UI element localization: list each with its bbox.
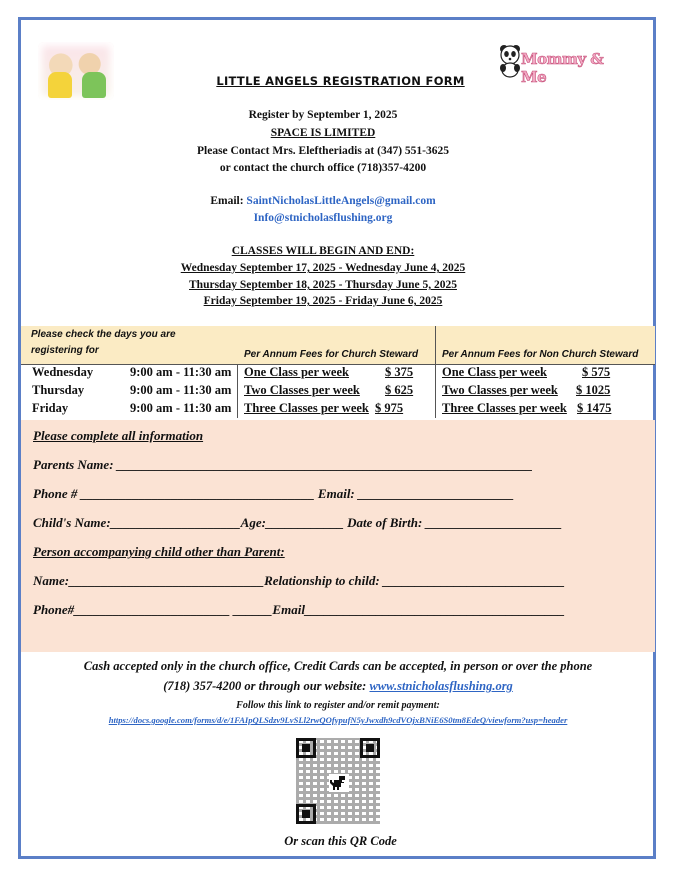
time-cell: 9:00 am - 11:30 am [130,401,232,415]
email-link-2[interactable]: Info@stnicholasflushing.org [253,212,393,224]
days-header-1: Please check the days you are [31,329,176,340]
accompany-phone-email-field[interactable]: Phone#________________________ ______Email________________________________________ [33,602,565,617]
steward-price-cell: $ 975 [375,401,404,415]
non-steward-cell: Two Classes per week [442,383,558,397]
email-link-1[interactable]: SaintNicholasLittleAngels@gmail.com [246,195,436,207]
steward-cell: Two Classes per week [244,383,360,397]
follow-link-text: Follow this link to register and/or remit payment: [236,700,440,711]
classes-heading: CLASSES WILL BEGIN AND END: [231,245,415,257]
payment-text-1: Cash accepted only in the church office, Credit Cards can be accepted, in person or over the phone [83,659,593,673]
non-steward-price-cell: $ 1025 [576,383,611,397]
accompany-name-field[interactable]: Name:______________________________Relationship to child: ____________________________ [33,573,565,588]
steward-price-cell: $ 375 [385,365,414,379]
table-row [21,364,655,382]
parents-name-field[interactable]: Parents Name: ________________________________________________________________ [33,457,533,472]
payment-text-2 [21,679,655,694]
contact-line-1: Please Contact Mrs. Eleftheriadis at (347) 551-3625 [197,145,449,157]
class-dates-thursday: Thursday September 18, 2025 - Thursday June 5, 2025 [189,279,457,291]
registration-info-form [21,420,655,652]
day-cell: Friday [32,401,69,415]
non-steward-cell: Three Classes per week [442,401,567,415]
dinosaur-icon [329,774,349,792]
website-link[interactable]: www.stnicholasflushing.org [369,679,513,693]
day-cell: Wednesday [32,365,94,379]
steward-fee-header: Per Annum Fees for Church Steward [244,349,419,360]
time-cell: 9:00 am - 11:30 am [130,383,232,397]
non-steward-fee-header: Per Annum Fees for Non Church Steward [442,349,639,360]
table-row [21,400,655,418]
non-steward-cell: One Class per week [442,365,547,379]
steward-cell: Three Classes per week [244,401,369,415]
time-cell: 9:00 am - 11:30 am [130,365,232,379]
payment-phone: (718) 357-4200 or through our website: [163,679,367,693]
form-title: LITTLE ANGELS REGISTRATION FORM [216,74,465,88]
class-dates-friday: Friday September 19, 2025 - Friday June 6, 2025 [203,295,443,307]
space-limited: SPACE IS LIMITED [270,127,376,139]
email-label: Email: [210,195,244,207]
children-photo [38,42,114,100]
steward-cell: One Class per week [244,365,349,379]
register-by: Register by September 1, 2025 [248,109,398,121]
qr-code[interactable] [296,738,380,824]
google-form-link[interactable]: https://docs.google.com/forms/d/e/1FAIpQLSdzv9LvSLl2rwQOfypufN5yJwxdh9cdVOjxBNiE6S0tm8EdeQ/viewform?usp=header [108,715,568,725]
days-header-2: registering for [31,345,99,356]
non-steward-price-cell: $ 575 [582,365,611,379]
table-row [21,382,655,400]
day-cell: Thursday [32,383,85,397]
email-line [0,193,646,210]
logo-text: Mommy & Me [521,50,604,86]
phone-email-field[interactable]: Phone # ____________________________________ Email: ________________________ [33,486,515,501]
steward-price-cell: $ 625 [385,383,414,397]
child-details-field[interactable]: Child's Name:____________________Age:____________ Date of Birth: _____________________ [33,515,563,530]
accompanying-person-heading: Person accompanying child other than Parent: [33,544,285,559]
class-dates-wednesday: Wednesday September 17, 2025 - Wednesday June 4, 2025 [180,262,466,274]
form-heading: Please complete all information [33,428,204,443]
panda-icon [497,44,523,78]
contact-line-2: or contact the church office (718)357-4200 [219,162,427,174]
qr-caption: Or scan this QR Code [284,834,397,848]
non-steward-price-cell: $ 1475 [577,401,612,415]
